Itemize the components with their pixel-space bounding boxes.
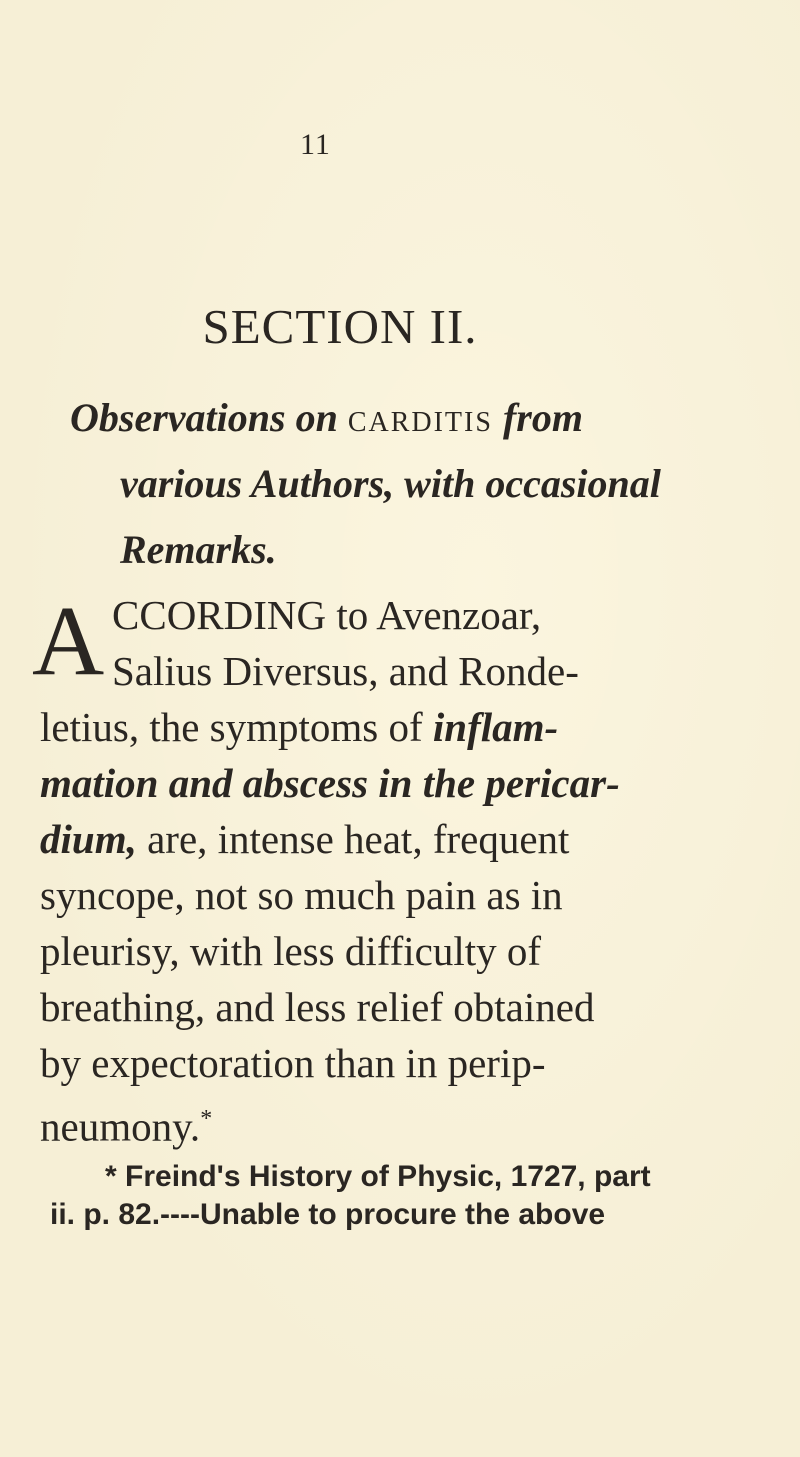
section-subtitle <box>70 385 690 583</box>
body-italic: inflam- <box>432 704 559 750</box>
footnote-marker: * <box>200 1106 213 1132</box>
subtitle-smallcaps: carditis <box>347 395 493 440</box>
drop-cap: A <box>32 585 105 696</box>
body-line: CCORDING to Avenzoar, <box>112 592 542 638</box>
body-text: neumony. <box>40 1103 201 1150</box>
subtitle-line-3: Remarks. <box>120 527 277 572</box>
body-line: pleurisy, with less difficulty of <box>40 928 542 974</box>
subtitle-text: from <box>492 395 583 440</box>
body-line <box>40 811 680 867</box>
body-text: letius, the symptoms of <box>40 704 433 750</box>
body-line: mation and abscess in the pericar- <box>40 760 620 806</box>
body-line <box>40 1091 680 1155</box>
body-line: by expectoration than in perip- <box>40 1040 546 1086</box>
subtitle-text: Observations on <box>70 395 348 440</box>
page-number: 11 <box>300 128 331 161</box>
body-line: syncope, not so much pain as in <box>40 872 563 918</box>
footnote-line: ii. p. 82.----Unable to procure the above <box>50 1198 606 1231</box>
body-italic: dium, <box>40 816 137 862</box>
body-line <box>40 699 680 755</box>
subtitle-line-1 <box>70 385 690 451</box>
body-text: are, intense heat, frequent <box>136 816 570 862</box>
footnote <box>50 1158 700 1234</box>
body-line: Salius Diversus, and Ronde- <box>112 648 579 694</box>
body-paragraph <box>40 587 680 1155</box>
footnote-line: * Freind's History of Physic, 1727, part <box>105 1160 651 1193</box>
body-line: breathing, and less relief obtained <box>40 984 595 1030</box>
section-heading: SECTION II. <box>202 299 478 354</box>
subtitle-line-2: various Authors, with occasional <box>120 461 661 506</box>
